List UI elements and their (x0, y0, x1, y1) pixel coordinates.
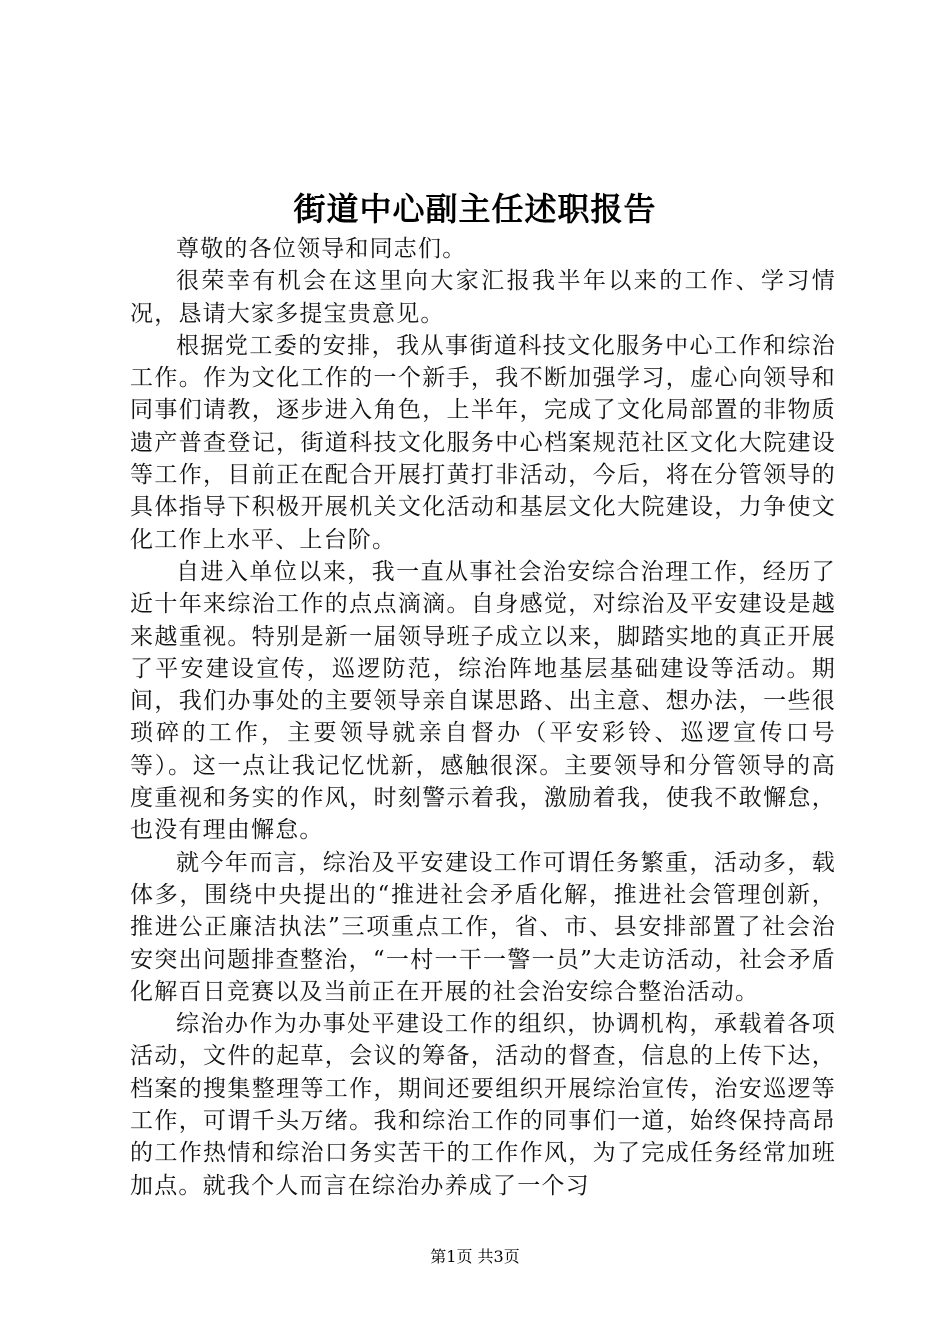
document-body (130, 233, 836, 1202)
paragraph: 就今年而言，综治及平安建设工作可谓任务繁重，活动多，载体多，围绕中央提出的“推进社会矛盾化解，推进社会管理创新，推进公正廉洁执法”三项重点工作，省、市、县安排部置了社会治安突出问题排查整治，“一村一干一警一员”大走访活动，社会矛盾化解百日竞赛以及当前正在开展的社会治安综合整治活动。 (130, 849, 836, 1005)
document-title: 街道中心副主任述职报告 (293, 190, 657, 228)
paragraph: 自进入单位以来，我一直从事社会治安综合治理工作，经历了近十年来综治工作的点点滴滴。自身感觉，对综治及平安建设是越来越重视。特别是新一届领导班子成立以来，脚踏实地的真正开展了平安建设宣传，巡逻防范，综治阵地基层基础建设等活动。期间，我们办事处的主要领导亲自谋思路、出主意、想办法，一些很琐碎的工作，主要领导就亲自督办（平安彩铃、巡逻宣传口号等）。这一点让我记忆忧新，感触很深。主要领导和分管领导的高度重视和务实的作风，时刻警示着我，激励着我，使我不敢懈怠，也没有理由懈怠。 (130, 558, 836, 844)
paragraph: 综治办作为办事处平建设工作的组织，协调机构，承载着各项活动，文件的起草，会议的筹备，活动的督查，信息的上传下达，档案的搜集整理等工作，期间还要组织开展综治宣传，治安巡逻等工作，可谓千头万绪。我和综治工作的同事们一道，始终保持高昂的工作热情和综治口务实苦干的工作作风，为了完成任务经常加班加点。就我个人而言在综治办养成了一个习 (130, 1011, 836, 1199)
paragraph: 根据党工委的安排，我从事街道科技文化服务中心工作和综治工作。作为文化工作的一个新手，我不断加强学习，虚心向领导和同事们请教，逐步进入角色，上半年，完成了文化局部置的非物质遗产普查登记，街道科技文化服务中心档案规范社区文化大院建设等工作，目前正在配合开展打黄打非活动，今后，将在分管领导的具体指导下积极开展机关文化活动和基层文化大院建设，力争使文化工作上水平、上台阶。 (130, 332, 836, 553)
page-footer: 第1页 共3页 (430, 1247, 520, 1266)
paragraph: 尊敬的各位领导和同志们。 (176, 236, 467, 262)
paragraph: 很荣幸有机会在这里向大家汇报我半年以来的工作、学习情况，恳请大家多提宝贵意见。 (130, 268, 836, 327)
